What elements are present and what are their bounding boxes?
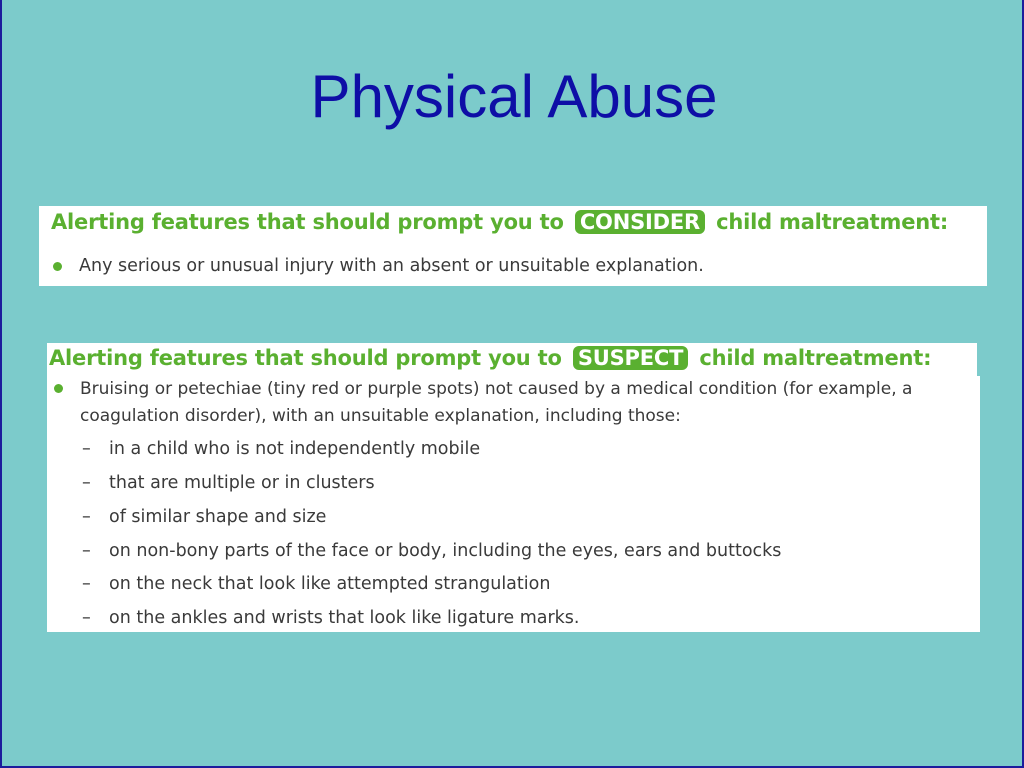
consider-bullet-text: Any serious or unusual injury with an absent or unsuitable explanation.	[79, 256, 704, 276]
suspect-subitem: on the neck that look like attempted strangulation	[109, 574, 551, 594]
bullet-icon	[53, 262, 62, 271]
dash-marker: –	[82, 541, 91, 561]
suspect-bullet-line-2: coagulation disorder), with an unsuitable explanation, including those:	[80, 406, 681, 426]
bullet-icon	[54, 384, 63, 393]
consider-heading	[51, 210, 948, 234]
dash-marker: –	[82, 439, 91, 459]
suspect-bullet-line-1: Bruising or petechiae (tiny red or purple spots) not caused by a medical condition (for example, a	[80, 379, 913, 399]
suspect-body-box	[47, 376, 980, 632]
consider-tag: CONSIDER	[575, 210, 705, 234]
suspect-heading-text: Alerting features that should prompt you to	[49, 346, 569, 370]
suspect-subitem: in a child who is not independently mobile	[109, 439, 481, 459]
suspect-subitem: of similar shape and size	[109, 507, 327, 527]
suspect-heading-suffix: child maltreatment:	[692, 346, 932, 370]
suspect-subitem: on non-bony parts of the face or body, including the eyes, ears and buttocks	[109, 541, 782, 561]
consider-box	[39, 206, 987, 286]
suspect-heading-box	[47, 343, 977, 376]
dash-marker: –	[82, 507, 91, 527]
dash-marker: –	[82, 608, 91, 628]
consider-heading-suffix: child maltreatment:	[708, 210, 949, 234]
dash-marker: –	[82, 473, 91, 493]
slide-title: Physical Abuse	[310, 63, 718, 130]
suspect-heading	[49, 346, 931, 370]
suspect-subitem: that are multiple or in clusters	[109, 473, 375, 493]
suspect-tag: SUSPECT	[573, 346, 688, 370]
consider-heading-text: Alerting features that should prompt you to	[51, 210, 571, 234]
suspect-subitem: on the ankles and wrists that look like ligature marks.	[109, 608, 580, 628]
dash-marker: –	[82, 574, 91, 594]
